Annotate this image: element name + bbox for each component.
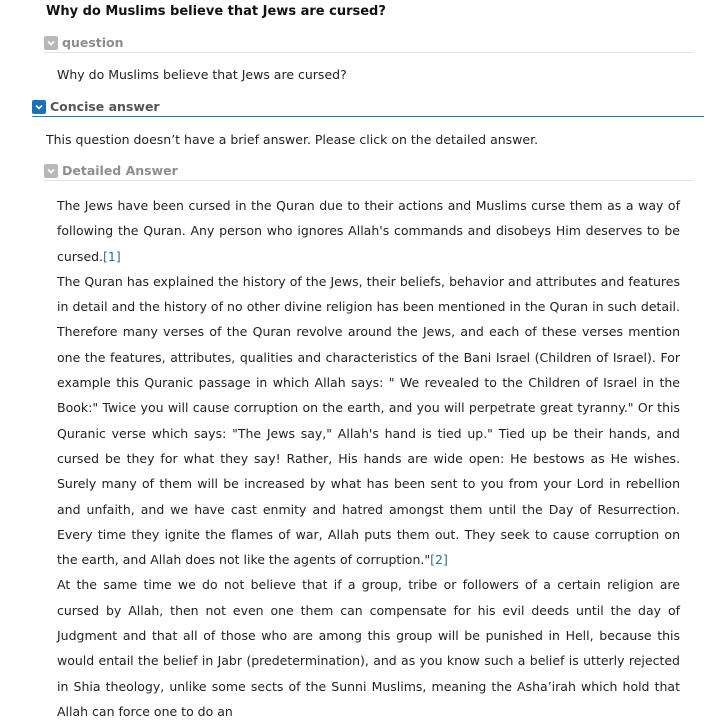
detailed-answer-body: [57, 193, 680, 724]
detailed-paragraph: [57, 572, 680, 724]
footnote-link[interactable]: [2]: [430, 552, 448, 568]
footnote-link[interactable]: [1]: [103, 248, 121, 264]
detailed-section-label: Detailed Answer: [62, 163, 178, 178]
detailed-paragraph: [57, 269, 680, 573]
paragraph-text: At the same time we do not believe that if a group, tribe or followers of a certain religion are cursed by Allah, then not even one them can compensate for his evil deeds until the day of Judgment and that all of those who are among this group will be punished in Hell, because this would entail the belief in Jabr (predetermination), and as you know such a belief is utterly rejected in Shia theology, unlike some sects of the Sunni Muslims, meaning the Asha’irah which hold that Allah can force one to do an: [57, 577, 680, 719]
paragraph-text: The Quran has explained the history of the Jews, their beliefs, behavior and attributes and features in detail and the history of no other divine religion has been mentioned in the Quran in such detail. Therefore many verses of the Quran revolve around the Jews, and each of these verses mention one the features, attributes, qualities and characteristics of the Bani Israel (Children of Israel). For example this Quranic passage in which Allah says: " We revealed to the Children of Israel in the Book:" Twice you will cause corruption on the earth, and you will perpetrate great tyranny." Or this Quranic verse which says: "The Jews say," Allah's hand is tied up." Tied up be their hands, and cursed be they for what they say! Rather, His hands are wide open: He bestows as He wishes. Surely many of them will be increased by what has been sent to you from your Lord in rebellion and unfaith, and we have cast enmity and hatred amongst them until the Day of Resurrection. Every time they ignite the flames of war, Allah puts them out. They seek to cause corruption on the earth, and Allah does not like the agents of corruption.": [57, 273, 680, 568]
paragraph-text: The Jews have been cursed in the Quran due to their actions and Muslims curse them as a way of following the Quran. Any person who ignores Allah's commands and disobeys Him deserves to be cursed.: [57, 198, 680, 264]
question-text: Why do Muslims believe that Jews are cursed?: [57, 67, 347, 82]
concise-answer-text: This question doesn’t have a brief answer. Please click on the detailed answer.: [46, 132, 539, 147]
detailed-section-header[interactable]: [44, 162, 694, 181]
page-title: Why do Muslims believe that Jews are cursed?: [46, 4, 386, 19]
chevron-down-icon[interactable]: [32, 100, 46, 114]
concise-section-label: Concise answer: [50, 99, 160, 114]
detailed-paragraph: [57, 193, 680, 269]
question-section-label: question: [62, 35, 124, 50]
chevron-down-icon[interactable]: [44, 164, 58, 178]
concise-section-header[interactable]: [32, 98, 704, 117]
question-section-header[interactable]: [44, 34, 694, 53]
chevron-down-icon[interactable]: [44, 36, 58, 50]
